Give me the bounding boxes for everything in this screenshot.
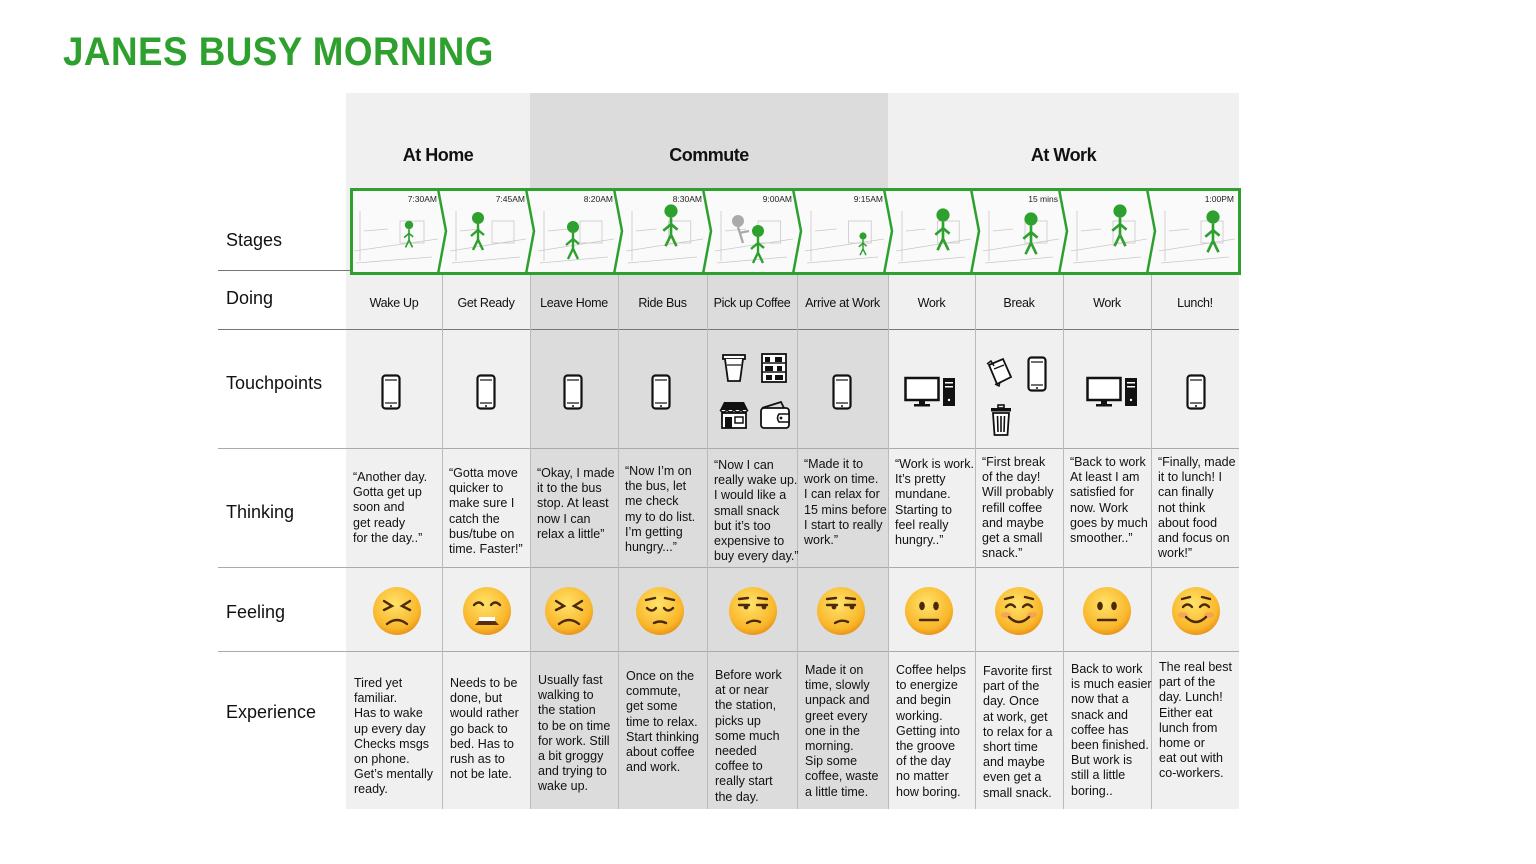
stage-cell bbox=[533, 191, 621, 272]
row-divider bbox=[218, 567, 1239, 568]
phone-icon bbox=[476, 374, 496, 415]
thinking-text: “Work is work. It’s pretty mundane. Starting to feel really hungry..” bbox=[895, 457, 974, 548]
stage-cell bbox=[800, 191, 891, 272]
unamused-face-emoji bbox=[816, 586, 866, 636]
thinking-text: “Made it to work on time. I can relax for 15 mins before I start to really work.” bbox=[804, 457, 887, 548]
stage-cell bbox=[1066, 191, 1154, 272]
coffee-cup-icon bbox=[722, 353, 746, 388]
thinking-text: “First break of the day! Will probably refill coffee and maybe get a small snack.” bbox=[982, 455, 1054, 561]
phone-icon bbox=[832, 374, 852, 415]
wallet-icon bbox=[759, 401, 791, 434]
doing-label: Leave Home bbox=[540, 296, 608, 310]
phase-label-home: At Home bbox=[402, 145, 474, 165]
column-divider bbox=[707, 275, 708, 809]
stage-cell bbox=[621, 191, 710, 272]
thinking-text: “Finally, made it to lunch! I can finally not think about food and focus on work!” bbox=[1158, 455, 1236, 561]
phone-icon bbox=[651, 374, 671, 415]
experience-text: Once on the commute, get some time to relax. Start thinking about coffee and work. bbox=[626, 669, 699, 775]
experience-text: Back to work is much easier now that a snack and coffee has been finished. But work is still a little boring.. bbox=[1071, 662, 1152, 798]
weary-face-emoji bbox=[462, 586, 512, 636]
smiling-face-emoji bbox=[994, 586, 1044, 636]
stage-cell bbox=[445, 191, 533, 272]
stage-time: 8:20AM bbox=[583, 194, 613, 204]
column-divider bbox=[975, 275, 976, 809]
row-divider bbox=[218, 448, 1239, 449]
thinking-text: “Now I can really wake up. I would like a small snack but it’s too expensive to buy every day.” bbox=[714, 458, 799, 564]
thinking-text: “Now I’m on the bus, let me check my to do list. I’m getting hungry...” bbox=[625, 464, 696, 555]
phone-icon bbox=[381, 374, 401, 415]
pensive-face-emoji bbox=[635, 586, 685, 636]
experience-text: The real best part of the day. Lunch! Either eat lunch from home or eat out with co-workers. bbox=[1159, 660, 1232, 781]
stage-time: 9:00AM bbox=[762, 194, 792, 204]
phone-icon bbox=[563, 374, 583, 415]
column-divider bbox=[888, 275, 889, 809]
neutral-face-emoji bbox=[1082, 586, 1132, 636]
stage-time: 7:30AM bbox=[407, 194, 437, 204]
stage-cell bbox=[710, 191, 800, 272]
phone-icon bbox=[1027, 356, 1047, 397]
desktop-computer-icon bbox=[904, 376, 958, 413]
row-label-doing: Doing bbox=[226, 288, 274, 308]
doing-label: Pick up Coffee bbox=[713, 296, 791, 310]
shelf-icon bbox=[761, 353, 787, 388]
experience-text: Coffee helps to energize and begin working. Getting into the groove of the day no matter how boring. bbox=[896, 663, 966, 799]
tired-face-emoji bbox=[372, 586, 422, 636]
row-divider bbox=[218, 651, 1239, 652]
row-label-thinking: Thinking bbox=[226, 502, 295, 522]
stage-cell bbox=[1154, 191, 1241, 272]
stage-cell bbox=[978, 191, 1066, 272]
doing-label: Work bbox=[917, 296, 946, 310]
thinking-text: “Okay, I made it to the bus stop. At least now I can relax a little” bbox=[537, 466, 615, 541]
experience-text: Before work at or near the station, picks up some much needed coffee to really start the day. bbox=[715, 668, 782, 804]
experience-text: Made it on time, slowly unpack and greet every one in the morning. Sip some coffee, waste a little time. bbox=[805, 663, 879, 799]
row-divider bbox=[218, 270, 350, 271]
row-label-feeling: Feeling bbox=[226, 602, 286, 622]
trash-can-icon bbox=[990, 404, 1012, 441]
column-divider bbox=[442, 275, 443, 809]
doing-label: Arrive at Work bbox=[805, 296, 880, 310]
shop-icon bbox=[719, 401, 749, 434]
row-label-stages: Stages bbox=[226, 230, 283, 250]
neutral-face-emoji bbox=[904, 586, 954, 636]
row-label-experience: Experience bbox=[226, 702, 317, 722]
experience-text: Usually fast walking to the station to be on time for work. Still a bit groggy and trying to wake up. bbox=[538, 673, 611, 794]
thinking-text: “Another day. Gotta get up soon and get ready for the day..” bbox=[353, 470, 428, 545]
unamused-face-emoji bbox=[728, 586, 778, 636]
row-label-touchpoints: Touchpoints bbox=[226, 373, 323, 393]
column-divider bbox=[530, 275, 531, 809]
doing-label: Ride Bus bbox=[638, 296, 687, 310]
doing-label: Wake Up bbox=[369, 296, 419, 310]
stage-time: 9:15AM bbox=[853, 194, 883, 204]
thinking-text: “Back to work At least I am satisfied for now. Work goes by much smoother..” bbox=[1070, 455, 1148, 546]
doing-label: Lunch! bbox=[1177, 296, 1213, 310]
column-divider bbox=[1063, 275, 1064, 809]
page-title: JANES BUSY MORNING bbox=[63, 30, 494, 74]
desktop-computer-icon bbox=[1086, 376, 1140, 413]
snack-icon bbox=[985, 357, 1013, 392]
tired-face-emoji bbox=[544, 586, 594, 636]
phase-label-commute: Commute bbox=[669, 145, 749, 165]
smiling-face-emoji bbox=[1171, 586, 1221, 636]
stage-time: 15 mins bbox=[1028, 194, 1058, 204]
phone-icon bbox=[1186, 374, 1206, 415]
stages-strip bbox=[350, 188, 1241, 275]
doing-label: Work bbox=[1093, 296, 1121, 310]
doing-label: Break bbox=[1003, 296, 1035, 310]
phase-label-work: At Work bbox=[1030, 145, 1097, 165]
stage-cell bbox=[891, 191, 978, 272]
experience-text: Needs to be done, but would rather go back to bed. Has to rush as to not be late. bbox=[450, 676, 519, 782]
thinking-text: “Gotta move quicker to make sure I catch the bus/tube on time. Faster!” bbox=[449, 466, 523, 557]
column-divider bbox=[618, 275, 619, 809]
doing-label: Get Ready bbox=[457, 296, 515, 310]
row-divider bbox=[218, 329, 1239, 330]
stage-time: 8:30AM bbox=[672, 194, 702, 204]
stage-time: 7:45AM bbox=[495, 194, 525, 204]
stage-cell bbox=[350, 191, 445, 272]
stage-time: 1:00PM bbox=[1204, 194, 1234, 204]
experience-text: Favorite first part of the day. Once at work, get to relax for a short time and maybe even get a small snack. bbox=[983, 664, 1053, 800]
experience-text: Tired yet familiar. Has to wake up every day Checks msgs on phone. Get’s mentally ready. bbox=[354, 676, 433, 797]
